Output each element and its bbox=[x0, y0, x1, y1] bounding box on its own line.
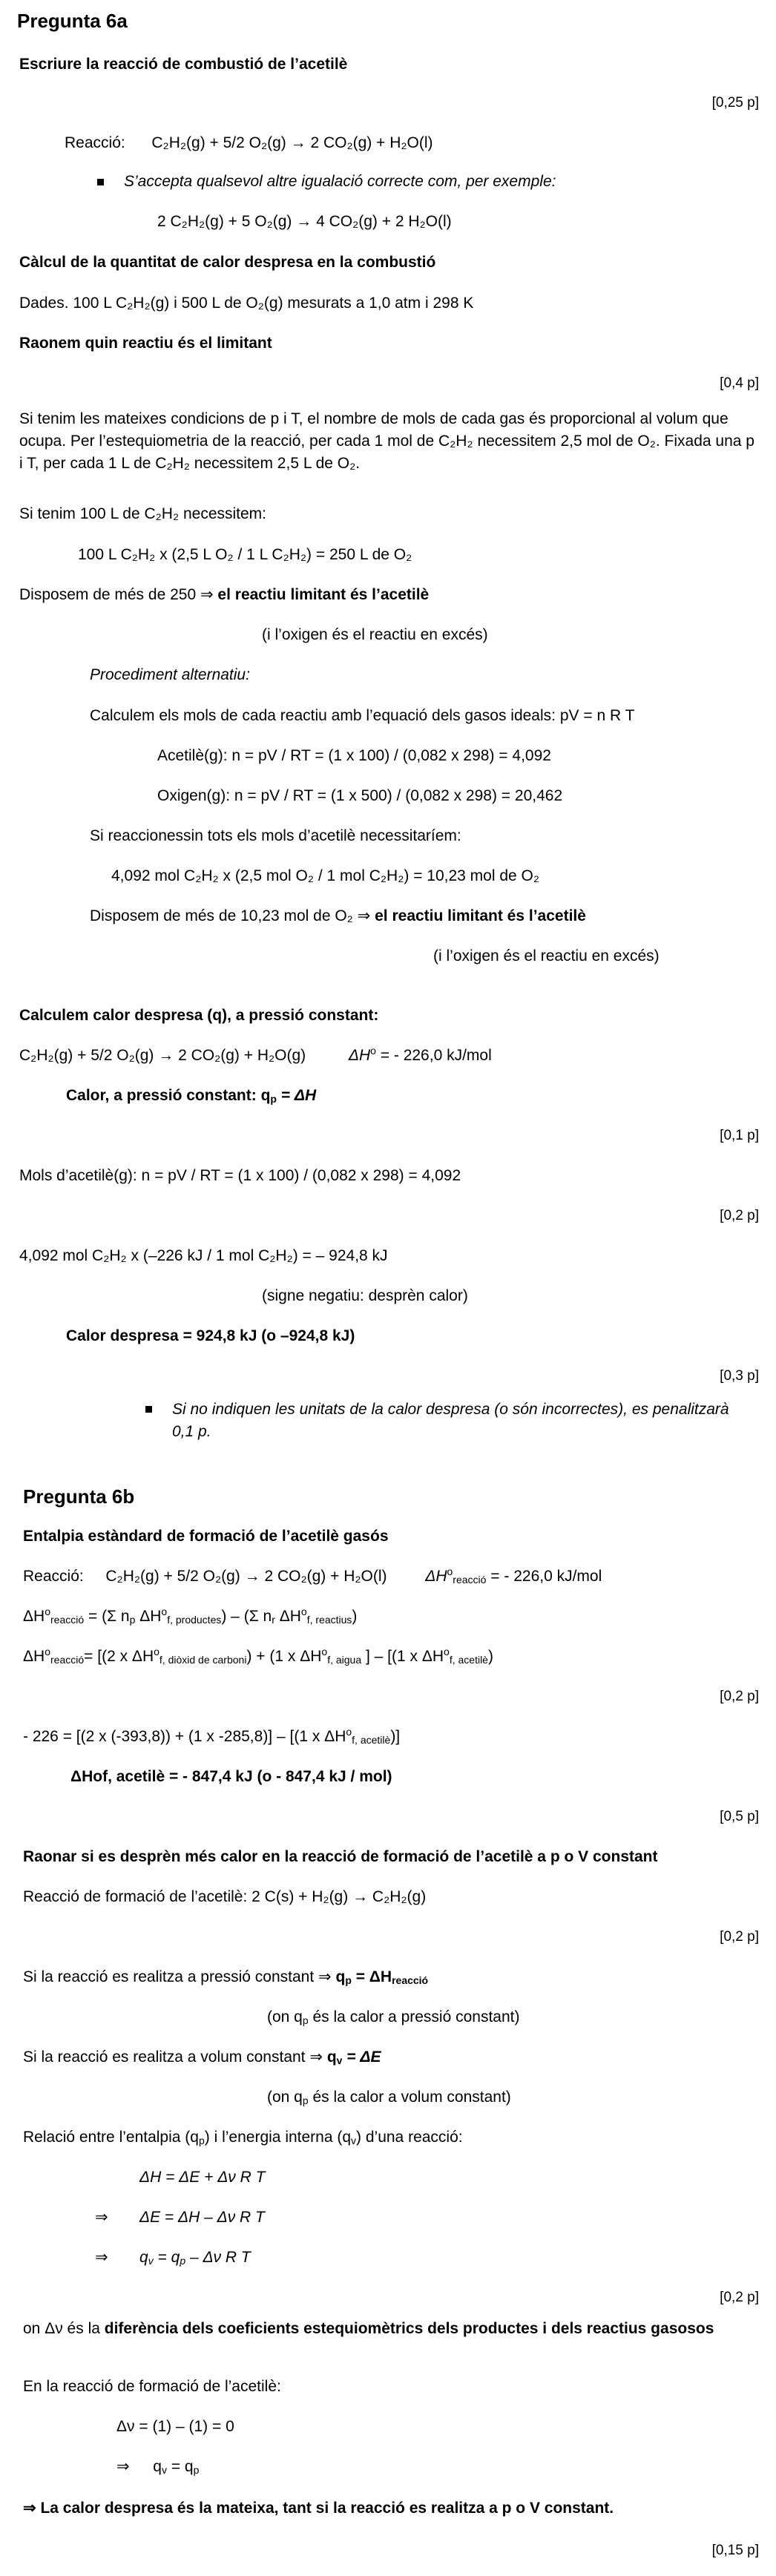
q6a-points-5: [0,3 p] bbox=[720, 1368, 759, 1384]
q6a-mols-line: Mols d’acetilè(g): n = pV / RT = (1 x 100) / (0,082 x 298) = 4,092 bbox=[19, 1167, 461, 1184]
q6a-points-3: [0,1 p] bbox=[720, 1128, 759, 1143]
q6b-pressure-note: (on $q_p$ és la calor a pressió constant) bbox=[267, 2008, 520, 2026]
q6b-equation-3: $q_v = q_p - \Delta\nu$ R T bbox=[139, 2249, 251, 2267]
q6a-penalty-note: Si no indiquen les unitats de la calor despresa (o són incorrectes), es penalitzarà 0,1 p. bbox=[172, 1401, 729, 1440]
q6a-calc-1023: 4,092 mol C₂H₂ x (2,5 mol O₂ / 1 mol C₂H₂) = 10,23 mol de O₂ bbox=[111, 867, 540, 884]
q6b-qv-equals-qp: ⇒ $q_v = q_p$ bbox=[116, 2458, 200, 2476]
q6b-formation-reaction: Reacció de formació de l’acetilè: 2 C(s) + H₂(g) → C₂H₂(g) bbox=[23, 1888, 427, 1905]
q6a-react-line: Si reaccionessin tots els mols d’acetilè necessitaríem: bbox=[90, 827, 461, 844]
q6a-reaction bbox=[65, 134, 433, 153]
q6a-alt-heading: Procediment alternatiu: bbox=[90, 666, 250, 683]
reaction-equation: C₂H₂(g) + 5/2 O₂(g) → 2 CO₂(g) + H₂O(l) bbox=[151, 134, 433, 151]
q6a-heading-calor: Calculem calor despresa (q), a pressió constant: bbox=[19, 1007, 379, 1024]
q6b-heading-pv: Raonar si es desprèn més calor en la reacció de formació de l’acetilè a p o V constant bbox=[23, 1848, 658, 1865]
q6b-volume-constant: Si la reacció es realitza a volum constant ⇒ $q_v = \Delta E$ bbox=[23, 2048, 381, 2066]
implies-icon: ⇒ bbox=[200, 586, 214, 603]
q6a-reaction-dh: C₂H₂(g) + 5/2 O₂(g) → 2 CO₂(g) + H₂O(g) $\Delta H^o$ = - 226,0 kJ/mol bbox=[19, 1045, 492, 1064]
q6a-dispose-2: Disposem de més de 10,23 mol de O₂ ⇒ el reactiu limitant és l’acetilè bbox=[90, 907, 586, 924]
implies-icon: ⇒ bbox=[309, 2048, 323, 2066]
q6b-equation-1: ΔH = ΔE + Δν R T bbox=[139, 2169, 266, 2186]
q6a-sign-note: (signe negatiu: desprèn calor) bbox=[262, 1287, 468, 1304]
q6a-paragraph-proportional: Si tenim les mateixes condicions de p i T, el nombre de mols de cada gas és proporcional al volum que ocupa. Per l’estequiometria de la reacció, per cada 1 mol de C₂H₂ necessitem 2,5 mol de O₂. Fixada una p i T, per cada 1 L de C₂H₂ necessitem 2,5 L de O₂. bbox=[19, 410, 754, 472]
q6a-limiting-conclusion-1: el reactiu limitant és l’acetilè bbox=[217, 586, 430, 603]
q6b-heading-enthalpy: Entalpia estàndard de formació de l’acetilè gasós bbox=[23, 1528, 389, 1545]
q6a-heading-reaction: Escriure la reacció de combustió de l’acetilè bbox=[19, 56, 348, 73]
implies-icon: ⇒ bbox=[23, 2500, 36, 2517]
bullet-icon bbox=[97, 179, 104, 185]
q6b-relation-line: Relació entre l’entalpia $(q_p)$ i l’energia interna $(q_v)$ d’una reacció: bbox=[23, 2129, 463, 2146]
q6a-excess-1: (i l’oxigen és el reactiu en excés) bbox=[262, 626, 488, 643]
q6b-pressure-constant: Si la reacció es realitza a pressió constant ⇒ $q_p = \Delta H_{reacció}$ bbox=[23, 1968, 429, 1986]
q6a-alt-line: Calculem els mols de cada reactiu amb l’equació dels gasos ideals: pV = n R T bbox=[90, 707, 635, 724]
q6a-excess-2: (i l’oxigen és el reactiu en excés) bbox=[433, 947, 660, 965]
q6a-heading-heat: Càlcul de la quantitat de calor despresa en la combustió bbox=[19, 254, 436, 271]
q6b-delta-nu-definition: on Δν és la diferència dels coeficients estequiomètrics dels productes i dels reactius gasosos bbox=[23, 2320, 714, 2337]
q6a-points-4: [0,2 p] bbox=[720, 1208, 759, 1223]
q6a-oxygen-moles: Oxigen(g): n = pV / RT = (1 x 500) / (0,082 x 298) = 20,462 bbox=[157, 787, 563, 804]
q6b-numeric-substitution: - 226 = [(2 x (-393,8)) + (1 x -285,8)] – [(1 x $\Delta H^o_{f, acetilè}$)] bbox=[23, 1726, 401, 1746]
q6a-calor-p: Calor, a pressió constant: $q_p = \Delta H$ bbox=[66, 1087, 317, 1105]
q6b-points-5: [0,15 p] bbox=[711, 2543, 759, 2558]
q6b-hess-law: $\Delta H^o_{reacció} = (\Sigma$ $n_p$ $\Delta H^o_{f, productes}) - (\Sigma$ $n_r$ $\Delta H^o_{f, reactius}$) bbox=[23, 1606, 358, 1626]
reaction-label: Reacció: bbox=[65, 134, 125, 151]
q6b-substitution: $\Delta H^o_{reacció}= [(2$ x $\Delta H^o_{f, diòxid de carboni}) + (1$ x $\Delta H^o_{f, aigua}$ ] – [(1 x $\Delta H^o_{f, acetilè}$) bbox=[23, 1646, 493, 1666]
q6a-points-2: [0,4 p] bbox=[720, 375, 759, 391]
q6a-calc-250: 100 L C₂H₂ x (2,5 L O₂ / 1 L C₂H₂) = 250 L de O₂ bbox=[78, 546, 412, 563]
q6b-formation-in: En la reacció de formació de l’acetilè: bbox=[23, 2378, 281, 2395]
q6a-acetylene-moles: Acetilè(g): n = pV / RT = (1 x 100) / (0,082 x 298) = 4,092 bbox=[157, 747, 551, 764]
q6a-points-1: [0,25 p] bbox=[711, 95, 759, 111]
q6a-heading-limiting: Raonem quin reactiu és el limitant bbox=[19, 335, 272, 352]
bullet-icon bbox=[145, 1406, 152, 1413]
q6a-data-line: Dades. 100 L C₂H₂(g) i 500 L de O₂(g) mesurats a 1,0 atm i 298 K bbox=[19, 295, 474, 312]
implies-icon: ⇒ bbox=[95, 2249, 108, 2266]
q6a-title: Pregunta 6a bbox=[17, 10, 128, 32]
q6b-delta-nu-calc: Δν = (1) – (1) = 0 bbox=[116, 2418, 234, 2435]
q6a-limiting-conclusion-2: el reactiu limitant és l’acetilè bbox=[375, 907, 586, 924]
q6a-reaction-alt: 2 C₂H₂(g) + 5 O₂(g) → 4 CO₂(g) + 2 H₂O(l) bbox=[157, 213, 452, 230]
q6b-equation-2: ΔE = ΔH – Δν R T bbox=[139, 2209, 265, 2226]
q6b-points-3: [0,2 p] bbox=[720, 1929, 759, 1945]
q6b-points-2: [0,5 p] bbox=[720, 1809, 759, 1824]
implies-icon: ⇒ bbox=[116, 2458, 130, 2475]
q6a-calc-9248: 4,092 mol C₂H₂ x (–226 kJ / 1 mol C₂H₂) = – 924,8 kJ bbox=[19, 1247, 388, 1264]
q6a-dispose-1: Disposem de més de 250 ⇒ el reactiu limitant és l’acetilè bbox=[19, 586, 430, 603]
q6b-conclusion: ⇒ La calor despresa és la mateixa, tant si la reacció es realitza a p o V constant. bbox=[23, 2500, 614, 2517]
implies-icon: ⇒ bbox=[318, 1968, 332, 1985]
q6b-reaction: Reacció: C₂H₂(g) + 5/2 O₂(g) → 2 CO₂(g) + H₂O(l) $\Delta H^o_{reacció}$ = - 226,0 kJ/mol bbox=[23, 1565, 602, 1586]
implies-icon: ⇒ bbox=[357, 907, 371, 924]
q6a-line-100L: Si tenim 100 L de C₂H₂ necessitem: bbox=[19, 505, 267, 522]
implies-icon: ⇒ bbox=[95, 2209, 108, 2226]
q6b-points-4: [0,2 p] bbox=[720, 2290, 759, 2305]
q6b-dhf-result: ΔHof, acetilè = - 847,4 kJ (o - 847,4 kJ / mol) bbox=[70, 1768, 392, 1785]
q6b-points-1: [0,2 p] bbox=[720, 1689, 759, 1704]
q6b-title: Pregunta 6b bbox=[23, 1485, 135, 1508]
q6a-calor-result: Calor despresa = 924,8 kJ (o –924,8 kJ) bbox=[66, 1327, 355, 1344]
q6a-note-alt: S’accepta qualsevol altre igualació correcte com, per exemple: bbox=[124, 173, 556, 190]
q6b-volume-note: (on $q_p$ és la calor a volum constant) bbox=[267, 2089, 511, 2106]
